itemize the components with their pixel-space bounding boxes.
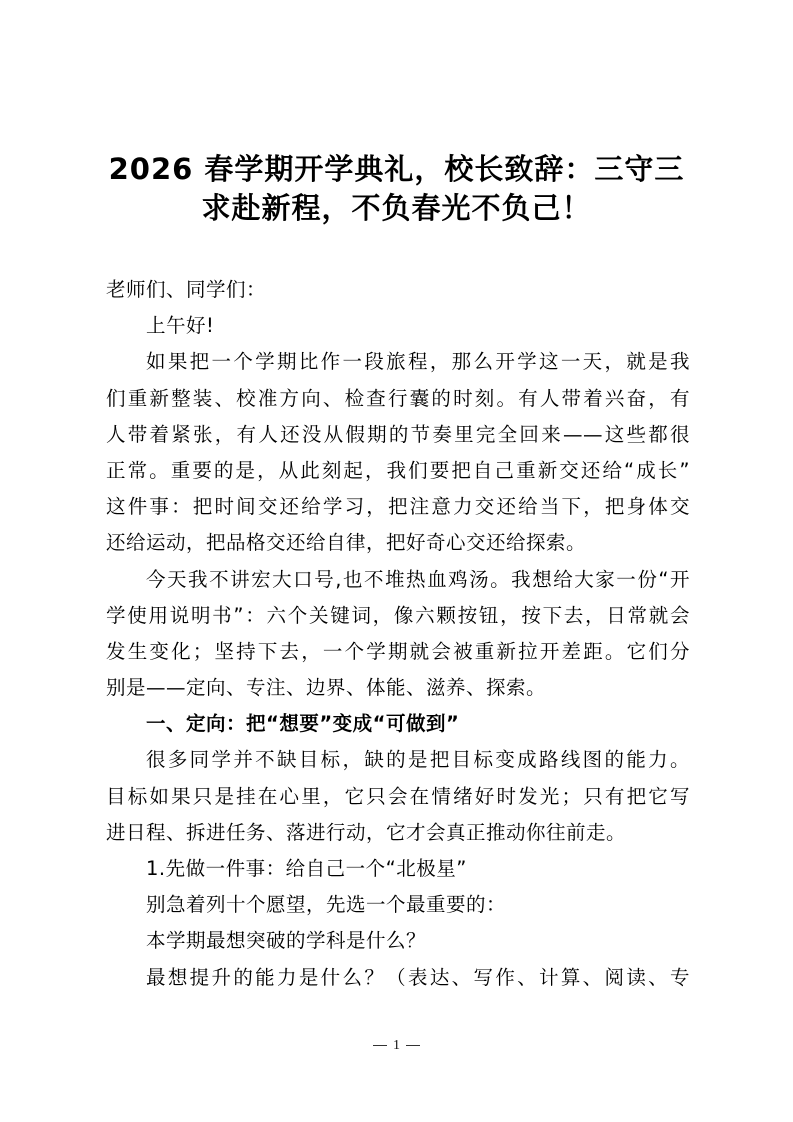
greeting: 上午好!: [146, 314, 215, 338]
title-line-2: 求赴新程，不负春光不负己！: [201, 191, 592, 225]
footer-dash-left: [373, 1045, 387, 1046]
body-text-line: 人带着紧张，有人还没从假期的节奏里完全回来——这些都很: [106, 422, 690, 446]
document-body: [106, 272, 690, 996]
page-footer: [0, 1038, 793, 1054]
body-text-line: 最想提升的能力是什么？（表达、写作、计算、阅读、专: [146, 965, 690, 989]
salutation: 老师们、同学们：: [106, 278, 267, 301]
footer-dash-right: [406, 1045, 420, 1046]
section-heading: 一、定向：把“想要”变成“可做到”: [146, 712, 460, 736]
body-paragraphs: [106, 344, 690, 995]
body-text-line: 还给运动，把品格交还给自律，把好奇心交还给探索。: [106, 531, 587, 555]
body-text-line: 目标如果只是挂在心里，它只会在情绪好时发光；只有把它写: [106, 784, 690, 808]
title-line-1: 2026 春学期开学典礼，校长致辞：三守三: [108, 152, 685, 186]
body-text-line: 别是——定向、专注、边界、体能、滋养、探索。: [106, 676, 547, 700]
page-number: 1: [393, 1038, 400, 1053]
body-text-line: 如果把一个学期比作一段旅程，那么开学这一天，就是我: [146, 350, 690, 374]
body-text-line: 1.先做一件事：给自己一个“北极星”: [146, 857, 467, 880]
body-text-line: 这件事：把时间交还给学习，把注意力交还给当下，把身体交: [106, 495, 690, 519]
body-text-line: 本学期最想突破的学科是什么？: [146, 929, 427, 953]
body-text-line: 正常。重要的是，从此刻起，我们要把自己重新交还给“成长”: [106, 458, 690, 482]
body-text-line: 很多同学并不缺目标，缺的是把目标变成路线图的能力。: [146, 748, 690, 772]
body-text-line: 学使用说明书”：六个关键词，像六颗按钮，按下去，日常就会: [106, 603, 690, 627]
body-text-line: 们重新整装、校准方向、检查行囊的时刻。有人带着兴奋，有: [106, 386, 690, 410]
body-text-line: 进日程、拆进任务、落进行动，它才会真正推动你往前走。: [106, 820, 627, 844]
body-text-line: 别急着列十个愿望，先选一个最重要的：: [146, 893, 507, 917]
document-title: [96, 150, 697, 228]
body-text-line: 今天我不讲宏大口号,也不堆热血鸡汤。我想给大家一份“开: [146, 567, 690, 591]
body-text-line: 发生变化；坚持下去，一个学期就会被重新拉开差距。它们分: [106, 639, 690, 663]
